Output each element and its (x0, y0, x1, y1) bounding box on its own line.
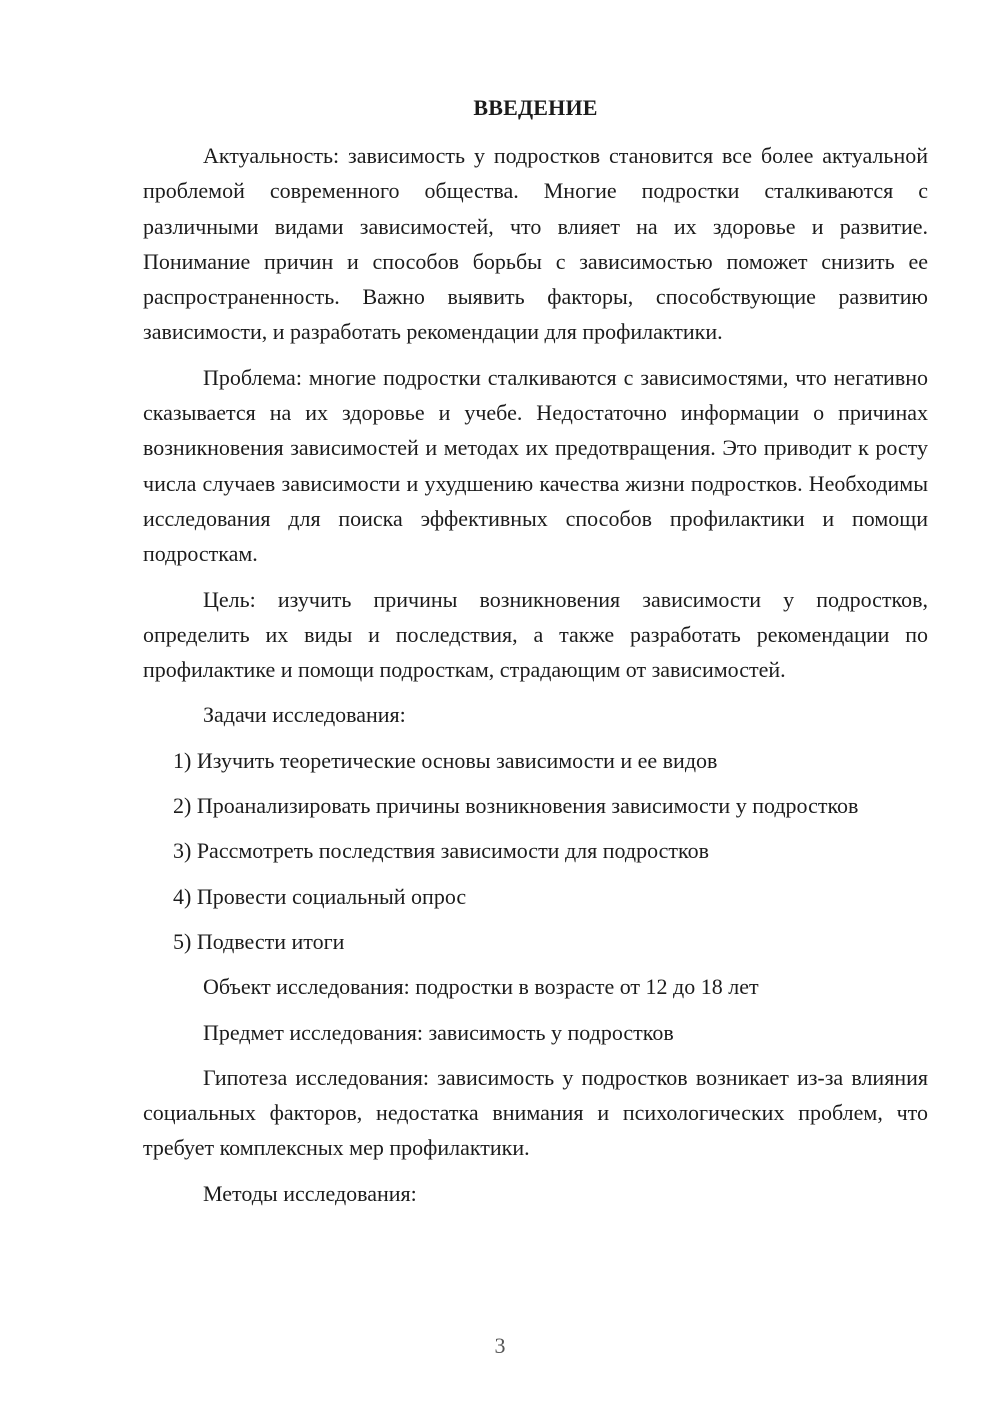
section-title: ВВЕДЕНИЕ (473, 95, 598, 120)
task-item-2: 2) Проанализировать причины возникновения зависимости у подростков (173, 793, 859, 819)
page-number: 3 (494, 1333, 506, 1358)
relevance-paragraph: Актуальность: зависимость у подростков становится все более актуальной проблемой современного общества. Многие подростки сталкиваются с различными видами зависимостей, что влияет на их здоровье и развитие. Понимание причин и способов борьбы с зависимостью поможет снизить ее распространенность. Важно выявить факторы, способствующие развитию зависимости, и разработать рекомендации для профилактики. (143, 143, 928, 345)
object-paragraph: Объект исследования: подростки в возрасте от 12 до 18 лет (203, 974, 759, 1000)
goal-paragraph: Цель: изучить причины возникновения зависимости у подростков, определить их виды и последствия, а также разработать рекомендации по профилактике и помощи подросткам, страдающим от зависимостей. (143, 586, 928, 683)
page-content (143, 92, 928, 1221)
hypothesis-paragraph: Гипотеза исследования: зависимость у подростков возникает из-за влияния социальных факторов, недостатка внимания и психологических проблем, что требует комплексных мер профилактики. (143, 1064, 928, 1161)
subject-paragraph: Предмет исследования: зависимость у подростков (203, 1019, 674, 1045)
task-item-5: 5) Подвести итоги (173, 928, 345, 954)
problem-paragraph: Проблема: многие подростки сталкиваются с зависимостями, что негативно сказывается на их здоровье и учебе. Недостаточно информации о причинах возникновения зависимостей и методах их предотвращения. Это приводит к росту числа случаев зависимости и ухудшению качества жизни подростков. Необходимы исследования для поиска эффективных способов профилактики и помощи подросткам. (143, 364, 928, 567)
tasks-heading: Задачи исследования: (203, 702, 406, 728)
task-item-3: 3) Рассмотреть последствия зависимости для подростков (173, 838, 709, 864)
task-item-4: 4) Провести социальный опрос (173, 883, 467, 909)
methods-heading: Методы исследования: (203, 1180, 417, 1206)
task-item-1: 1) Изучить теоретические основы зависимости и ее видов (173, 747, 718, 773)
